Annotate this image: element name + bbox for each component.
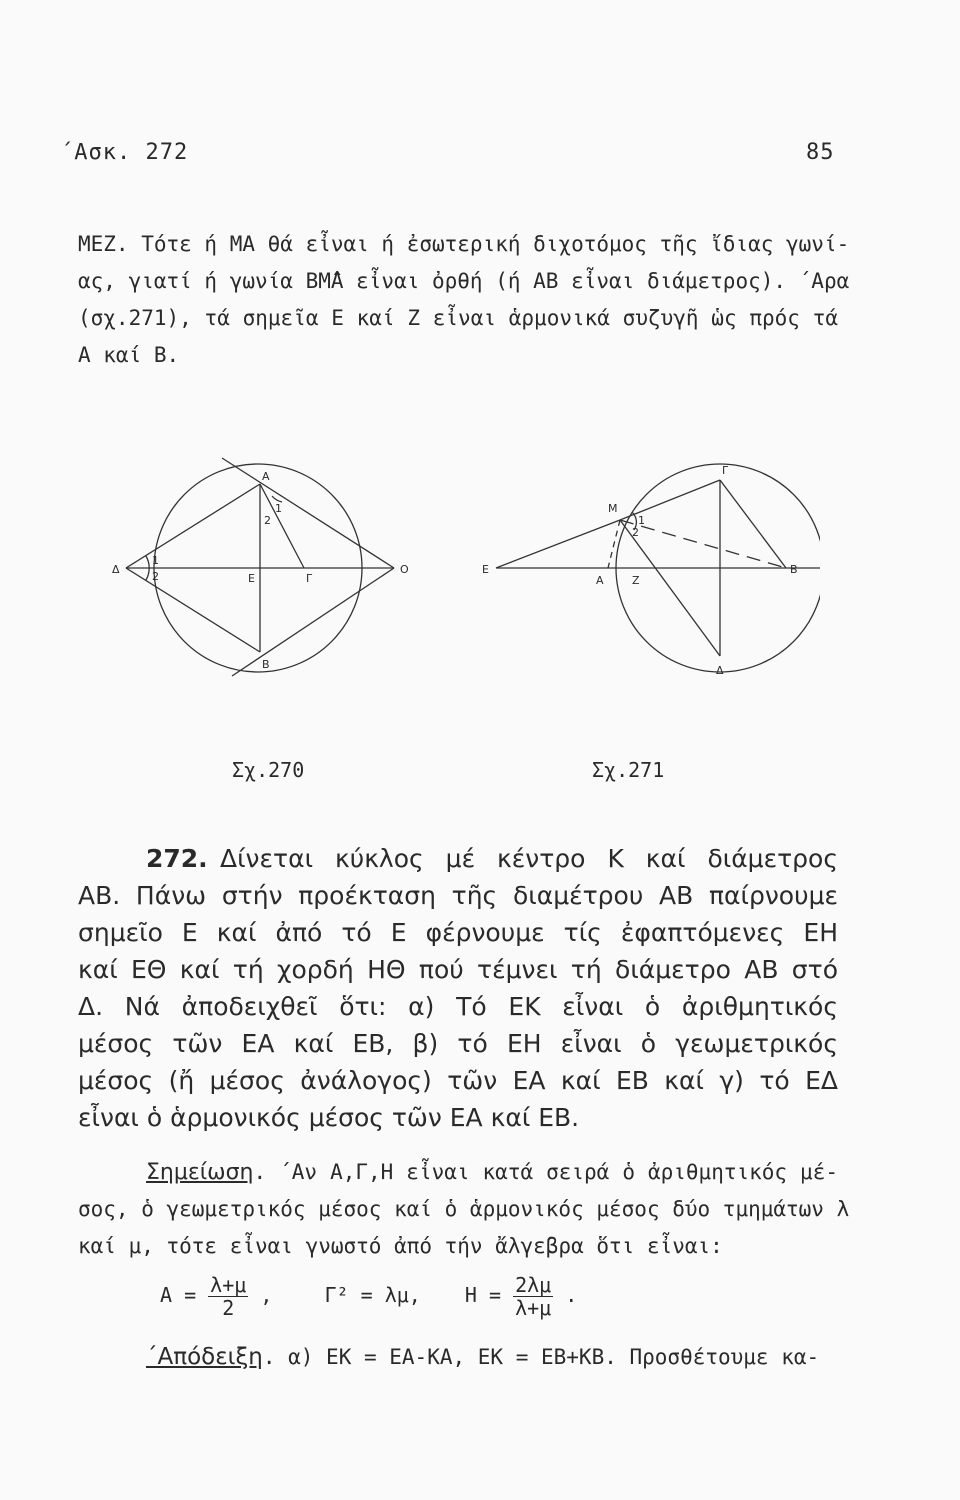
chord-gamma-b <box>720 480 786 568</box>
label-gamma: Γ <box>306 572 313 585</box>
label-gamma: Γ <box>722 464 729 477</box>
proof <box>146 1344 819 1370</box>
problem-number: 272. <box>146 844 208 873</box>
label-b: Β <box>790 563 798 576</box>
text-line: καί μ, τότε εἶναι γνωστό ἀπό τήν ἄλγεβρα ὅτι εἶναι: <box>78 1234 723 1258</box>
label-delta: Δ <box>112 563 120 576</box>
formula-h-lhs: Η = <box>464 1283 502 1307</box>
text-line: Δ. Νά ἀποδειχθεῖ ὅτι: α) Τό ΕΚ εἶναι ὁ ἀριθμητικός <box>78 992 838 1021</box>
tangent-upper <box>222 458 394 568</box>
text-line: . α) ΕΚ = ΕΑ-ΚΑ, ΕΚ = ΕΒ+ΚΒ. Προσθέτουμε κα- <box>262 1345 820 1369</box>
note <box>78 1154 850 1265</box>
line-e-m <box>496 520 620 568</box>
chord-m-delta <box>620 520 720 656</box>
prev-text <box>78 226 850 374</box>
label-e: Ε <box>248 572 255 585</box>
text-line: εἶναι ὁ ἁρμονικός μέσος τῶν ΕΑ καί ΕΒ. <box>78 1103 580 1132</box>
chord-delta-b <box>126 568 260 652</box>
caption-270: Σχ.270 <box>232 758 305 782</box>
text-line: καί ΕΘ καί τή χορδή ΗΘ πού τέμνει τή διάμετρο ΑΒ στό <box>78 955 838 984</box>
angle-label-1: 1 <box>152 554 159 567</box>
angle-label-2: 2 <box>152 570 159 583</box>
proof-title: ΄Απόδειξη <box>146 1344 263 1370</box>
figure-270 <box>100 450 420 690</box>
angle-label-2: 2 <box>264 514 271 527</box>
formula-a-lhs: Α = <box>160 1283 197 1307</box>
figure-271 <box>460 450 820 690</box>
text-line: σημεῖο Ε καί ἀπό τό Ε φέρνουμε τίς ἐφαπτόμενες ΕΗ <box>78 918 838 947</box>
text-line: ΑΒ. Πάνω στήν προέκταση τῆς διαμέτρου ΑΒ παίρνουμε <box>78 881 838 910</box>
fraction-h <box>513 1274 553 1319</box>
fraction-numerator: 2λμ <box>515 1273 552 1297</box>
label-delta: Δ <box>716 664 724 677</box>
text-line: Δίνεται κύκλος μέ κέντρο Κ καί διάμετρος <box>220 844 838 873</box>
label-o: Ο <box>400 563 409 576</box>
text-line: ας, γιατί ή γωνία ΒΜ̂Α εἶναι ὀρθή (ή ΑΒ εἶναι διάμετρος). ΄Αρα <box>78 269 850 293</box>
text-line: μέσος τῶν ΕΑ καί ΕΒ, β) τό ΕΗ εἶναι ὁ γεωμετρικός <box>78 1029 838 1058</box>
formula-g: Γ² = λμ, <box>324 1283 421 1307</box>
text-line: σος, ὁ γεωμετρικός μέσος καί ὁ ἁρμονικός μέσος δύο τμημάτων λ <box>78 1197 850 1221</box>
fraction-numerator: λ+μ <box>210 1273 247 1297</box>
dashed-m-b <box>620 520 786 568</box>
caption-271: Σχ.271 <box>592 758 665 782</box>
label-m: Μ <box>608 502 618 515</box>
chord-m-gamma <box>620 480 720 520</box>
fraction-denominator: λ+μ <box>515 1296 552 1320</box>
chord-delta-a <box>126 484 260 568</box>
angle-label-2: 2 <box>632 526 639 539</box>
label-e: Ε <box>482 563 489 576</box>
angle-label-1: 1 <box>275 502 282 515</box>
text-line: . ΄Αν Α,Γ,Η εἶναι κατά σειρά ὁ ἀριθμητικός μέ- <box>253 1160 838 1184</box>
angle-label-1: 1 <box>638 514 645 527</box>
label-z: Ζ <box>632 574 640 587</box>
label-b: Β <box>262 658 270 671</box>
text-line: μέσος (ἤ μέσος ἀνάλογος) τῶν ΕΑ καί ΕΒ καί γ) τό ΕΔ <box>78 1066 838 1095</box>
text-line: ΜΕΖ. Τότε ή ΜΑ θά εἶναι ή ἐσωτερική διχοτόμος τῆς ἴδιας γωνί- <box>78 232 850 256</box>
note-title: Σημείωση <box>146 1160 254 1185</box>
page-number: 85 <box>806 140 835 165</box>
formula-end: . <box>565 1283 578 1307</box>
label-a: Α <box>596 574 604 587</box>
exercise-header: ΄Ασκ. 272 <box>60 140 189 165</box>
problem-272 <box>78 840 838 1136</box>
text-line: Α καί Β. <box>78 343 180 367</box>
text-line: (σχ.271), τά σημεῖα Ε καί Ζ εἶναι ἁρμονικά συζυγῆ ὡς πρός τά <box>78 306 838 330</box>
tangent-lower <box>232 568 394 676</box>
fraction-a <box>208 1274 248 1319</box>
formula <box>160 1274 577 1319</box>
label-a: Α <box>262 470 270 483</box>
formula-separator: , <box>260 1283 273 1307</box>
fraction-denominator: 2 <box>222 1296 235 1320</box>
